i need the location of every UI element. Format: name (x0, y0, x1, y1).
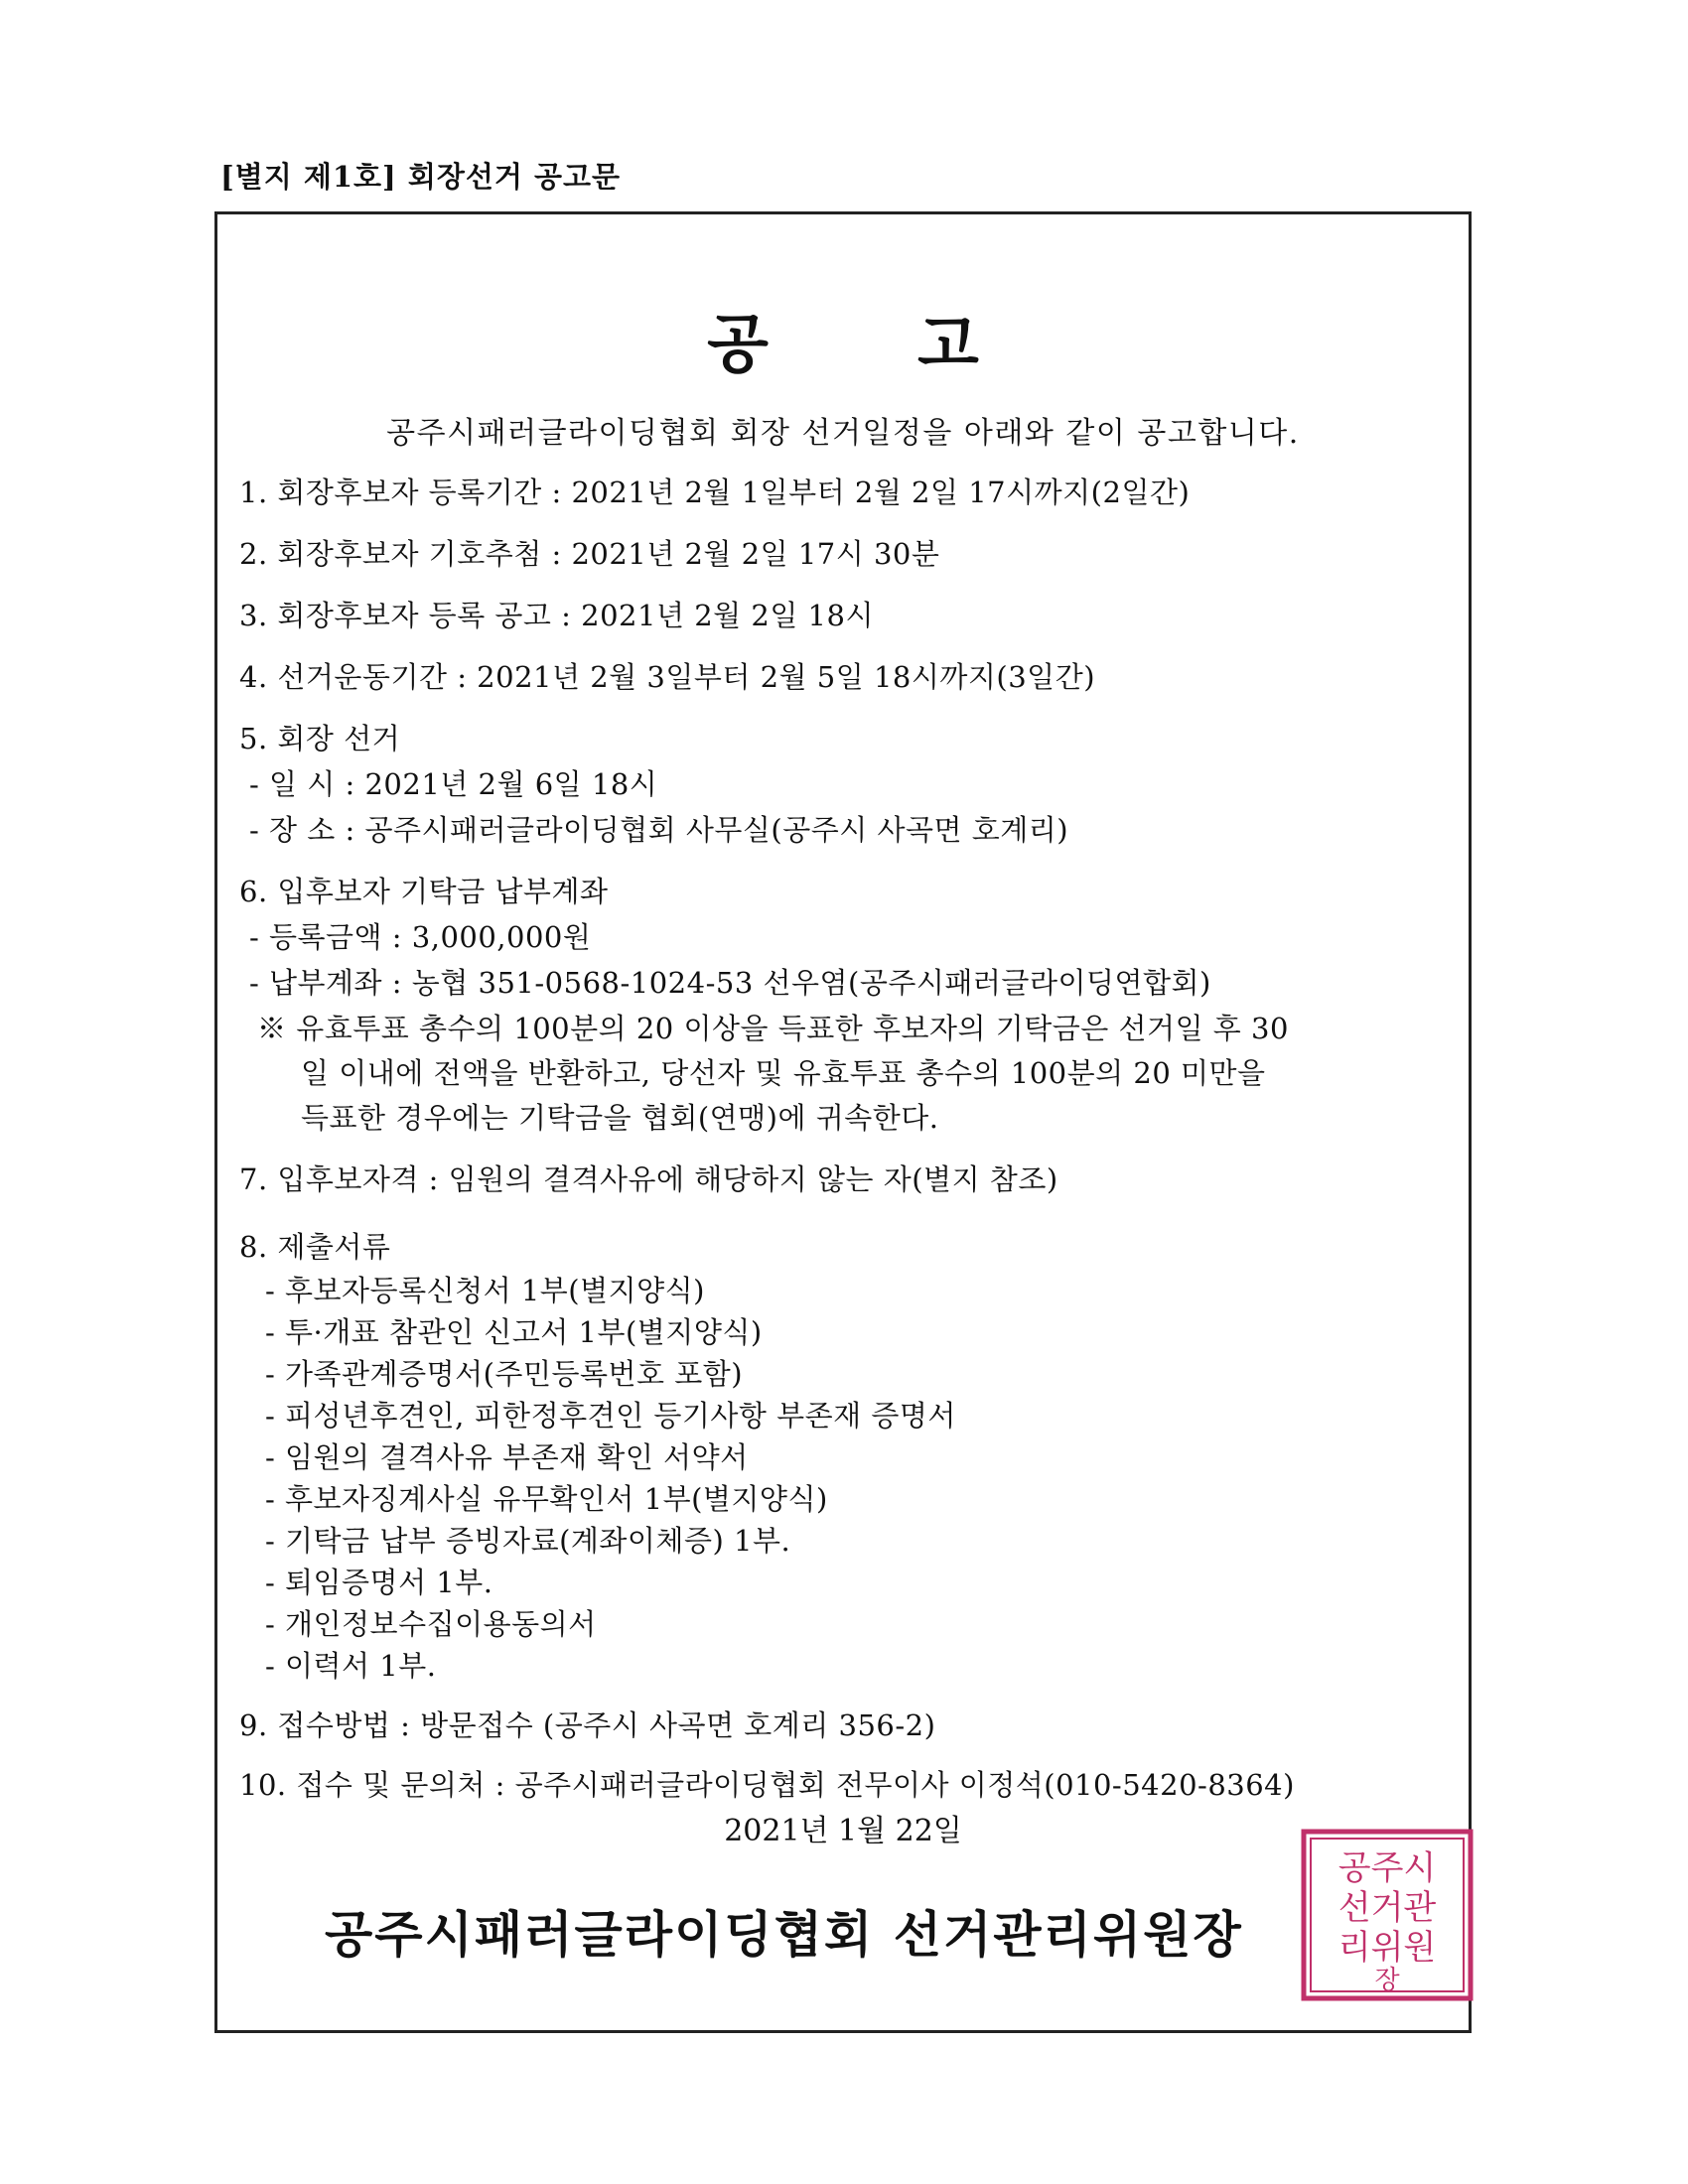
item-election-heading: 5. 회장 선거 (239, 722, 401, 755)
document-list-item: - 피성년후견인, 피한정후견인 등기사항 부존재 증명서 (265, 1399, 956, 1433)
item-contact: 10. 접수 및 문의처 : 공주시패러글라이딩협회 전무이사 이정석(010-5420-8364) (239, 1768, 1295, 1802)
document-list-item: - 임원의 결격사유 부존재 확인 서약서 (265, 1440, 749, 1474)
document-list-item: - 이력서 1부. (265, 1649, 437, 1683)
document-title: 공고 (707, 308, 1128, 382)
document-list-item: - 개인정보수집이용동의서 (265, 1607, 597, 1641)
notice-date: 2021년 1월 22일 (724, 1814, 962, 1848)
election-date: - 일 시 : 2021년 2월 6일 18시 (249, 767, 658, 801)
item-deposit-heading: 6. 입후보자 기탁금 납부계좌 (239, 875, 609, 908)
item-campaign-period: 4. 선거운동기간 : 2021년 2월 3일부터 2월 5일 18시까지(3일간) (239, 660, 1096, 694)
seal-text-line: 리위원 (1337, 1928, 1437, 1968)
item-submission-method: 9. 접수방법 : 방문접수 (공주시 사곡면 호계리 356-2) (239, 1708, 936, 1742)
official-seal (1300, 1828, 1475, 2002)
notice-box (214, 211, 1472, 2033)
item-documents-heading: 8. 제출서류 (239, 1230, 391, 1264)
document-list-item: - 가족관계증명서(주민등록번호 포함) (265, 1357, 744, 1391)
document-list-item: - 후보자등록신청서 1부(별지양식) (265, 1274, 705, 1307)
document-list-item: - 퇴임증명서 1부. (265, 1566, 493, 1599)
seal-text-line: 장 (1374, 1966, 1400, 1995)
seal-text-line: 선거관 (1337, 1888, 1437, 1928)
deposit-note-line-2: 일 이내에 전액을 반환하고, 당선자 및 유효투표 총수의 100분의 20 미만을 (301, 1056, 1266, 1090)
deposit-account: - 납부계좌 : 농협 351-0568-1024-53 선우염(공주시패러글라이딩연합회) (249, 966, 1211, 1000)
item-eligibility: 7. 입후보자격 : 임원의 결격사유에 해당하지 않는 자(별지 참조) (239, 1162, 1058, 1196)
item-registration-notice: 3. 회장후보자 등록 공고 : 2021년 2월 2일 18시 (239, 599, 874, 632)
notice-intro: 공주시패러글라이딩협회 회장 선거일정을 아래와 같이 공고합니다. (386, 416, 1300, 451)
document-list-item: - 투·개표 참관인 신고서 1부(별지양식) (265, 1315, 763, 1349)
election-place: - 장 소 : 공주시패러글라이딩협회 사무실(공주시 사곡면 호계리) (249, 813, 1069, 847)
document-list-item: - 기탁금 납부 증빙자료(계좌이체증) 1부. (265, 1524, 791, 1558)
signatory: 공주시패러글라이딩협회 선거관리위원장 (325, 1905, 1243, 1964)
document-list-item: - 후보자징계사실 유무확인서 1부(별지양식) (265, 1482, 828, 1516)
deposit-note-line-1: ※ 유효투표 총수의 100분의 20 이상을 득표한 후보자의 기탁금은 선거일 후 30 (257, 1012, 1289, 1045)
item-registration-period: 1. 회장후보자 등록기간 : 2021년 2월 1일부터 2월 2일 17시까지(2일간) (239, 476, 1191, 509)
item-number-draw: 2. 회장후보자 기호추첨 : 2021년 2월 2일 17시 30분 (239, 537, 940, 571)
annex-label: [별지 제1호] 회장선거 공고문 (220, 160, 622, 194)
deposit-amount: - 등록금액 : 3,000,000원 (249, 920, 592, 954)
seal-text-line: 공주시 (1337, 1848, 1437, 1888)
deposit-note-line-3: 득표한 경우에는 기탁금을 협회(연맹)에 귀속한다. (301, 1101, 939, 1135)
